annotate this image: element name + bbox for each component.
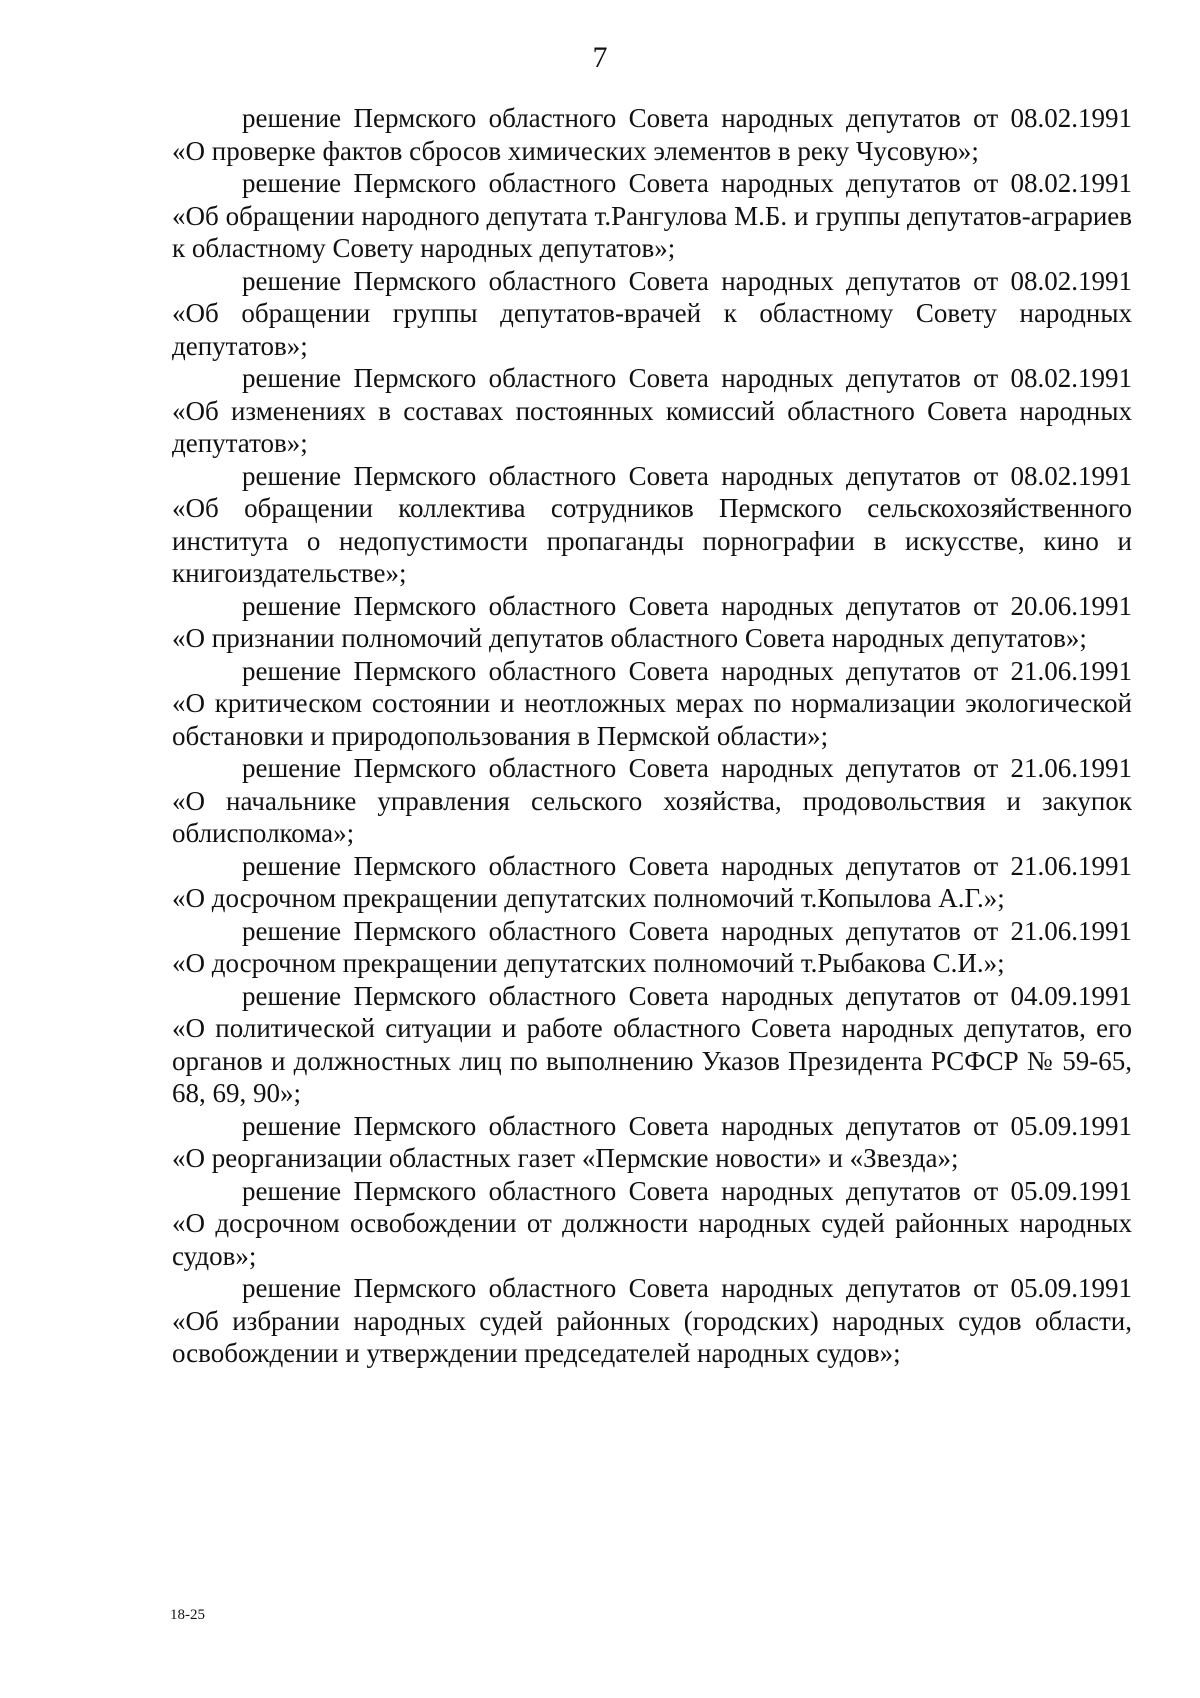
list-item: решение Пермского областного Совета народных депутатов от 21.06.1991 «О критическом состоянии и неотложных мерах по нормализации экологической обстановки и природопользования в Пермской области»; xyxy=(172,655,1132,751)
list-item: решение Пермского областного Совета народных депутатов от 21.06.1991 «О досрочном прекращении депутатских полномочий т.Копылова А.Г.»; xyxy=(172,850,1132,913)
footer-code: 18-25 xyxy=(170,1607,205,1623)
list-item: решение Пермского областного Совета народных депутатов от 08.02.1991 «Об обращении народного депутата т.Рангулова М.Б. и группы депутатов-аграриев к областному Совету народных депутатов»; xyxy=(172,168,1132,263)
list-item: решение Пермского областного Совета народных депутатов от 20.06.1991 «О признании полномочий депутатов областного Совета народных депутатов»; xyxy=(172,590,1132,653)
list-item: решение Пермского областного Совета народных депутатов от 04.09.1991 «О политической ситуации и работе областного Совета народных депутатов, его органов и должностных лиц по выполнению Указов Президента РСФСР № 59-65, 68, 69, 90»; xyxy=(172,980,1132,1108)
list-item: решение Пермского областного Совета народных депутатов от 05.09.1991 «О реорганизации областных газет «Пермские новости» и «Звезда»; xyxy=(172,1110,1132,1173)
list-item: решение Пермского областного Совета народных депутатов от 05.09.1991 «Об избрании народных судей районных (городских) народных судов области, освобождении и утверждении председателей народных судов»; xyxy=(172,1273,1132,1368)
list-item: решение Пермского областного Совета народных депутатов от 08.02.1991 «Об обращении группы депутатов-врачей к областному Совету народных депутатов»; xyxy=(172,265,1132,361)
list-item: решение Пермского областного Совета народных депутатов от 21.06.1991 «О начальнике управления сельского хозяйства, продовольствия и закупок облисполкома»; xyxy=(172,753,1132,848)
list-item: решение Пермского областного Совета народных депутатов от 08.02.1991 «О проверке фактов сбросов химических элементов в реку Чусовую»; xyxy=(172,103,1132,166)
list-item: решение Пермского областного Совета народных депутатов от 21.06.1991 «О досрочном прекращении депутатских полномочий т.Рыбакова С.И.»; xyxy=(172,915,1132,978)
document-body xyxy=(172,102,1132,1370)
list-item: решение Пермского областного Совета народных депутатов от 05.09.1991 «О досрочном освобождении от должности народных судей районных народных судов»; xyxy=(172,1175,1132,1271)
list-item: решение Пермского областного Совета народных депутатов от 08.02.1991 «Об изменениях в составах постоянных комиссий областного Совета народных депутатов»; xyxy=(172,363,1132,458)
page-number: 7 xyxy=(592,41,608,74)
list-item: решение Пермского областного Совета народных депутатов от 08.02.1991 «Об обращении коллектива сотрудников Пермского сельскохозяйственного института о недопустимости пропаганды порнографии в искусстве, кино и книгоиздательстве»; xyxy=(172,460,1132,588)
